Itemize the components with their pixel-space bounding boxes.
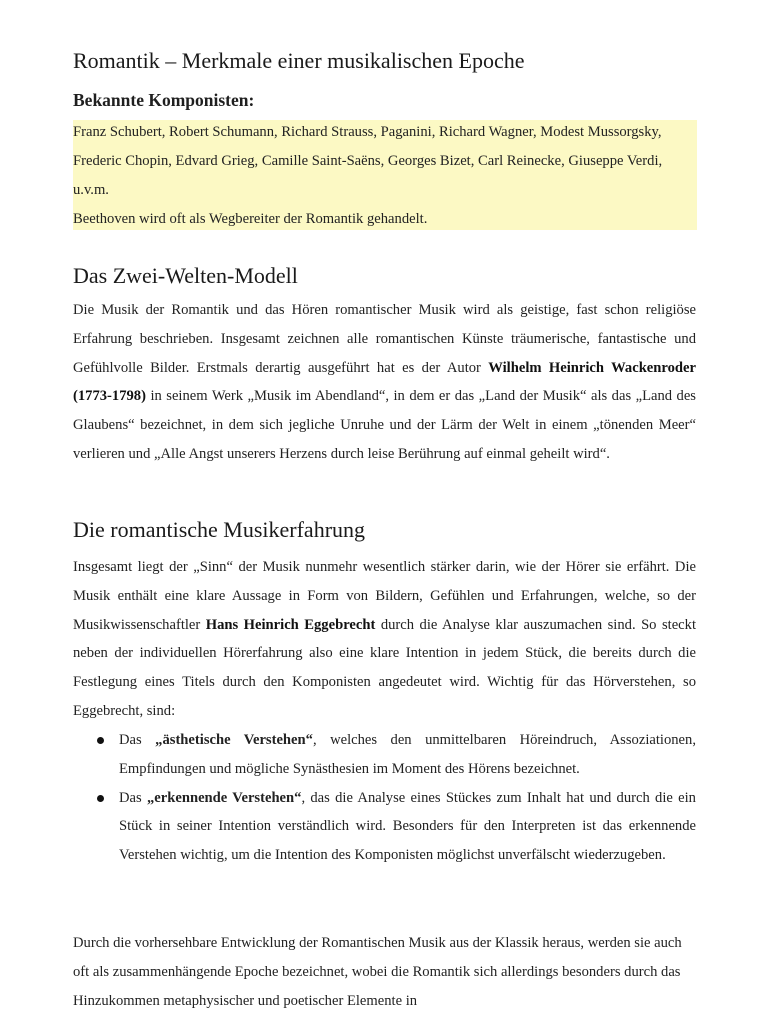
page-title: Romantik – Merkmale einer musikalischen Epoche: [73, 48, 525, 73]
paragraph-text: in seinem Werk „Musik im Abendland“, in dem er das „Land der Musik“ als das „Land des Glaubens“ bezeichnet, in dem sich jegliche Unruhe und der Lärm der Welt in einem „tönenden Meer“ verlieren und „Alle Angst unserers Herzens durch leise Berührung auf einmal geheilt wird“.: [73, 388, 696, 462]
bullet-text: , das die Analyse eines Stückes zum Inhalt hat und durch die ein Stück in seiner Intention verständlich wird. Besonders für den Interpreten ist das erkennende Verstehen wichtig, um die Intention des Komponisten möglichst unverfälscht wiederzugeben.: [119, 789, 696, 864]
section-paragraph-zwei-welten: [73, 296, 696, 469]
composers-block: [73, 118, 697, 234]
scholar-name: Hans Heinrich Eggebrecht: [205, 616, 376, 633]
paragraph-text: Insgesamt liegt der „Sinn“ der Musik nunmehr wesentlich stärker darin, wie der Hörer sie erfährt. Die Musik enthält eine klare Aussage in Form von Bildern, Gefühlen und Erfahrungen, welche, so der Musikwissenschaftler: [73, 559, 696, 633]
bullet-text: , welches den unmittelbaren Höreindruch, Assoziationen, Empfindungen und mögliche Synästhesien im Moment des Hörens bezeichnet.: [119, 732, 696, 777]
list-item: [73, 726, 696, 784]
paragraph-text: durch die Analyse klar auszumachen sind. So steckt neben der individuellen Hörerfahrung also eine klare Intention in jedem Stück, die bereits durch die Festlegung eines Titels durch den Komponisten angedeutet wird. Wichtig für das Hörverstehen, so Eggebrecht, sind:: [73, 616, 697, 719]
beethoven-note: Beethoven wird oft als Wegbereiter der Romantik gehandelt.: [73, 211, 428, 227]
bullet-term: „erkennende Verstehen“: [146, 789, 302, 806]
section-heading-musikerfahrung: Die romantische Musikerfahrung: [73, 517, 366, 542]
verstehen-list: [73, 726, 696, 870]
composers-list: Franz Schubert, Robert Schumann, Richard Strauss, Paganini, Richard Wagner, Modest Mussorgsky, Frederic Chopin, Edvard Grieg, Camille Saint-Saëns, Georges Bizet, Carl Reinecke, Giuseppe Verdi, u.v.m.: [73, 124, 663, 198]
closing-paragraph: Durch die vorhersehbare Entwicklung der Romantischen Musik aus der Klassik heraus, werden sie auch oft als zusammenhängende Epoche bezeichnet, wobei die Romantik sich allerdings besonders durch das Hinzukommen metaphysischer und poetischer Elemente in: [73, 935, 682, 1009]
bullet-prefix: Das: [119, 789, 147, 806]
bullet-prefix: Das: [119, 732, 156, 748]
paragraph-text: Die Musik der Romantik und das Hören romantischer Musik wird als geistige, fast schon religiöse Erfahrung beschrieben. Insgesamt zeichnen alle romantischen Künste träumerische, fantastische und Gefühlvolle Bilder. Erstmals derartig ausgeführt hat es der Autor: [73, 302, 696, 376]
bullet-icon: [97, 795, 104, 802]
bullet-icon: [97, 737, 104, 744]
bullet-term: „ästhetische Verstehen“: [155, 732, 313, 748]
section-heading-zwei-welten: Das Zwei-Welten-Modell: [73, 263, 298, 288]
section-paragraph-musikerfahrung: [73, 553, 696, 726]
list-item: [73, 784, 696, 870]
composers-heading: Bekannte Komponisten:: [73, 90, 255, 110]
author-name: Wilhelm Heinrich Wackenroder (1773-1798): [73, 359, 696, 405]
